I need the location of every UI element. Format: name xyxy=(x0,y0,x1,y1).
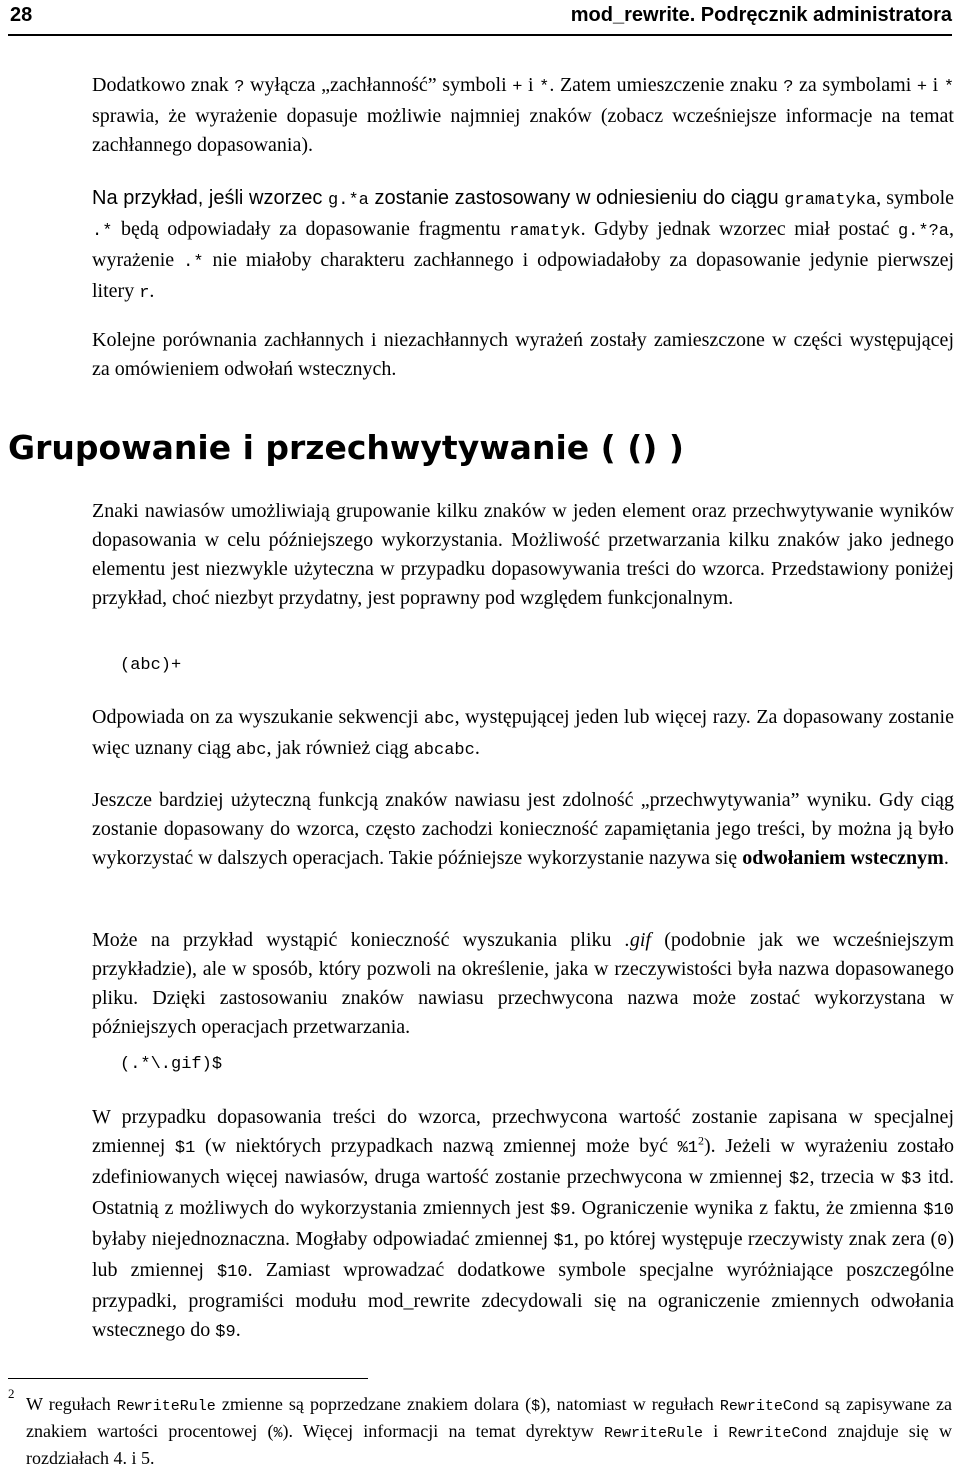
inline-code: $9 xyxy=(550,1201,571,1220)
inline-code: ramatyk xyxy=(509,222,581,241)
footnote xyxy=(26,1392,952,1471)
text: byłaby niejednoznaczna. Mogłaby odpowiadać zmiennej xyxy=(92,1228,554,1250)
text: . xyxy=(149,280,155,302)
text: , jak również ciąg xyxy=(266,737,414,759)
text: ), natomiast w regułach xyxy=(540,1394,720,1414)
text: zmienne są poprzedzane znakiem dolara ( xyxy=(215,1394,532,1414)
text: sprawia, że wyrażenie dopasuje możliwie najmniej znaków (zobacz wcześniejsze informacje na temat zachłannego dopasowania). xyxy=(92,105,954,156)
inline-code: g.*?a xyxy=(897,222,949,241)
page-number: 28 xyxy=(10,4,33,26)
text: . Gdyby jednak wzorzec miał postać xyxy=(580,218,898,240)
inline-code: $10 xyxy=(217,1263,248,1282)
inline-code: RewriteCond xyxy=(728,1425,828,1442)
inline-code: .* xyxy=(183,253,204,272)
text: ). Jeżeli w wyrażeniu zostało zdefiniowanych więcej nawiasów, druga wartość zostanie przechwycona w zmiennej xyxy=(92,1135,954,1188)
paragraph-abc xyxy=(92,703,954,765)
paragraph-gif xyxy=(92,926,954,1042)
inline-code: $1 xyxy=(174,1139,196,1158)
text: (w niektórych przypadkach nazwą zmiennej może być xyxy=(195,1135,678,1157)
text: . xyxy=(474,737,480,759)
inline-code: %1 xyxy=(677,1139,698,1158)
footnote-ref: 2 xyxy=(697,1133,704,1148)
paragraph-comparisons: Kolejne porównania zachłannych i niezachłannych wyrażeń zostały zamieszczone w części występującej za omówieniem odwołań wstecznych. xyxy=(92,329,954,380)
text: (podobnie jak we wcześniejszym przykładzie), ale w sposób, który pozwoli na określenie, jaka w rzeczywistości była nazwa dopasowanego pliku. Dzięki zastosowaniu znaków nawiasu przechwycona nazwa może zostać wykorzystana w późniejszych operacjach przetwarzania. xyxy=(92,929,954,1038)
text: . Zamiast wprowadzać dodatkowe symbole specjalne wyróżniające poszczególne przypadki, programiści modułu mod_rewrite zdecydowali się na ograniczenie zmiennych odwołania wstecznego do xyxy=(92,1259,954,1341)
inline-code: g.*a xyxy=(328,191,369,210)
text: . Ograniczenie wynika z faktu, że zmienna xyxy=(570,1197,924,1219)
inline-code: $ xyxy=(531,1398,541,1415)
footnote-number: 2 xyxy=(8,1386,15,1401)
text: , trzecia w xyxy=(809,1166,902,1188)
code-example-2: (.*\.gif)$ xyxy=(120,1055,223,1074)
inline-code: + xyxy=(916,78,928,97)
text: są zapisywane za znakiem wartości procentowej ( xyxy=(26,1394,953,1441)
inline-code: $3 xyxy=(901,1170,922,1189)
text: znajduje się w rozdziałach 4. i 5. xyxy=(26,1421,952,1468)
text: wyłącza „zachłanność” symboli xyxy=(244,74,513,96)
text: , symbole xyxy=(876,187,955,209)
text: Może na przykład wystąpić konieczność wyszukania pliku xyxy=(92,929,625,951)
inline-code: abc xyxy=(235,741,267,760)
text: , występującej jeden lub więcej razy. Za dopasowany zostanie więc uznany ciąg xyxy=(92,706,954,759)
inline-code: ? xyxy=(234,78,245,97)
inline-code: .* xyxy=(92,222,113,241)
paragraph-grouping: Znaki nawiasów umożliwiają grupowanie kilku znaków w jeden element oraz przechwytywanie wyników dopasowania w celu późniejszego wykorzystania. Możliwość przetwarzania kilku znaków jako jednego elementu jest niezwykle użyteczna w przypadku dopasowywania treści do wzorca. Przedstawiony poniżej przykład, choć niezbyt przydatny, jest poprawny pod względem funkcjonalnym. xyxy=(92,500,954,609)
inline-code: RewriteCond xyxy=(719,1398,819,1415)
inline-code: abc xyxy=(423,710,455,729)
inline-code: $9 xyxy=(215,1323,236,1342)
text: nie miałoby charakteru zachłannego i odpowiadałoby za dopasowanie jedynie pierwszej litery xyxy=(92,249,955,302)
text: Jeszcze bardziej użyteczną funkcją znaków nawiasu jest zdolność „przechwytywania” wyniku. Gdy ciąg zostanie dopasowany do wzorca, często zachodzi konieczność zapamiętania jego treści, by można ją było wykorzystać w dalszych operacjach. Takie późniejsze wykorzystanie nazywa się xyxy=(92,789,954,869)
paragraph-example xyxy=(92,184,954,308)
text: , po której występuje rzeczywisty znak zera ( xyxy=(573,1228,938,1250)
text: i xyxy=(927,74,944,96)
inline-code: ? xyxy=(783,78,794,97)
inline-code: RewriteRule xyxy=(603,1425,704,1442)
inline-code: + xyxy=(512,78,523,97)
paragraph-variables xyxy=(92,1103,954,1347)
inline-code: $2 xyxy=(789,1170,810,1189)
inline-code: r xyxy=(139,284,150,303)
inline-code: abcabc xyxy=(413,741,475,760)
bold-term: odwołaniem wstecznym xyxy=(742,847,944,869)
text: . xyxy=(943,847,949,869)
inline-code: $1 xyxy=(553,1232,574,1251)
inline-code: * xyxy=(943,78,955,97)
text: , wyrażenie xyxy=(92,218,954,271)
text: itd. Ostatnią z możliwych do wykorzystania zmiennych jest xyxy=(92,1166,954,1219)
text: i xyxy=(522,74,540,96)
text: Na przykład, jeśli wzorzec xyxy=(92,187,329,209)
paragraph-capture xyxy=(92,786,954,873)
text: W przypadku dopasowania treści do wzorca, przechwycona wartość zostanie zapisana w specjalnej zmiennej xyxy=(92,1106,954,1157)
inline-code: % xyxy=(273,1425,283,1442)
page-header xyxy=(8,0,952,36)
inline-code: * xyxy=(539,78,550,97)
paragraph-non-greedy xyxy=(92,71,954,160)
text: . xyxy=(235,1319,241,1341)
text: i xyxy=(703,1421,729,1441)
text: za symbolami xyxy=(793,74,917,96)
italic-term: .gif xyxy=(624,929,651,951)
text: ) lub zmiennej xyxy=(92,1228,954,1281)
footnote-divider xyxy=(8,1378,368,1379)
running-title: mod_rewrite. Podręcznik administratora xyxy=(570,4,952,26)
code-example-1: (abc)+ xyxy=(120,656,182,675)
inline-code: $10 xyxy=(923,1201,955,1220)
text: ). Więcej informacji na temat dyrektyw xyxy=(282,1421,604,1441)
text: zostanie zastosowany w odniesieniu do ciągu xyxy=(368,187,785,209)
inline-code: RewriteRule xyxy=(116,1398,216,1415)
section-heading: Grupowanie i przechwytywanie ( () ) xyxy=(8,428,684,467)
text: będą odpowiadały za dopasowanie fragmentu xyxy=(112,218,510,240)
text: Odpowiada on za wyszukanie sekwencji xyxy=(92,706,424,728)
inline-code: gramatyka xyxy=(784,191,877,210)
text: W regułach xyxy=(26,1394,117,1414)
inline-code: 0 xyxy=(937,1232,948,1251)
text: Dodatkowo znak xyxy=(92,74,235,96)
text: . Zatem umieszczenie znaku xyxy=(549,74,784,96)
